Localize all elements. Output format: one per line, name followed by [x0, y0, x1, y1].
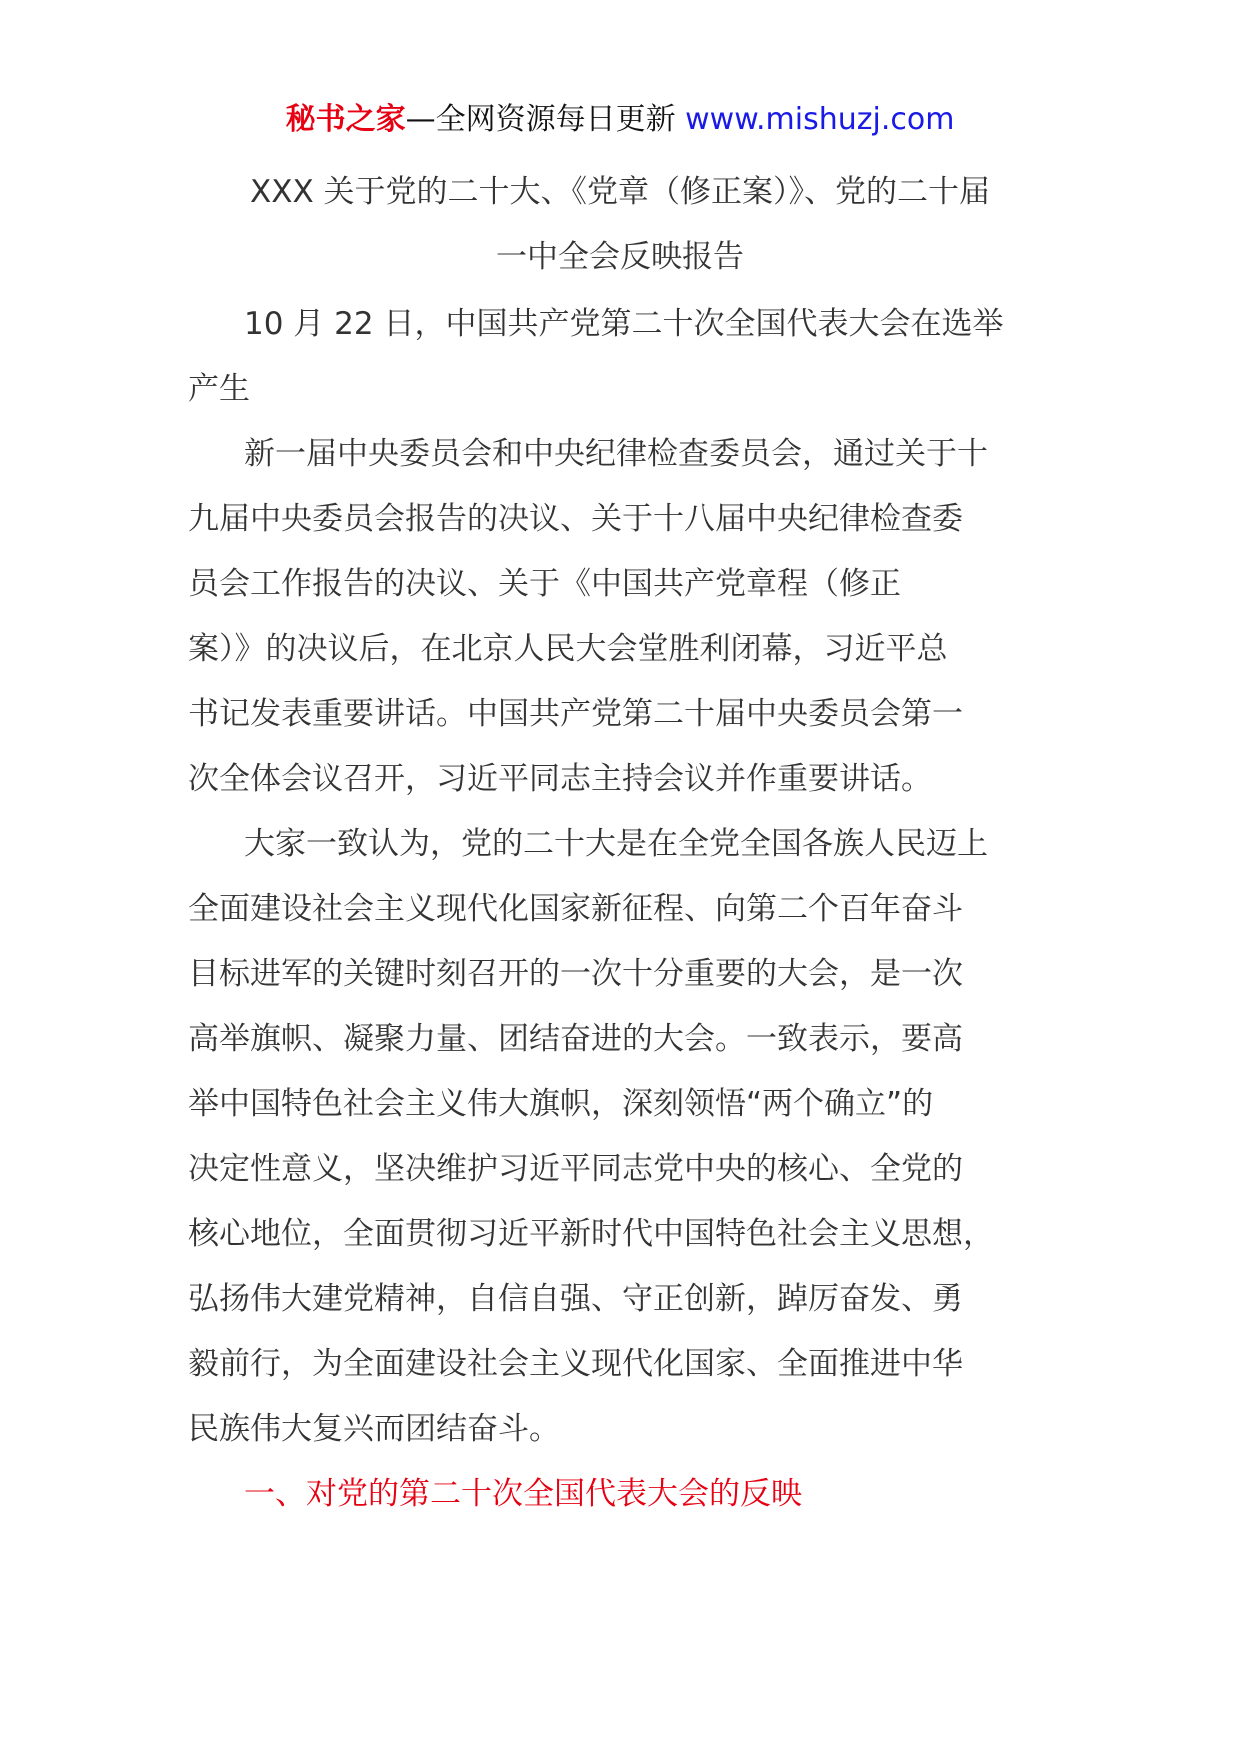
paragraph-3-line-2: 全面建设社会主义现代化国家新征程、向第二个百年奋斗	[188, 891, 963, 927]
section-heading: 一、对党的第二十次全国代表大会的反映	[244, 1476, 802, 1512]
site-url-link[interactable]: www.mishuzj.com	[685, 102, 955, 137]
paragraph-3-line-1: 大家一致认为，党的二十大是在全党全国各族人民迈上	[244, 826, 988, 862]
paragraph-3-line-9: 毅前行，为全面建设社会主义现代化国家、全面推进中华	[188, 1346, 963, 1382]
paragraph-3-line-4: 高举旗帜、凝聚力量、团结奋进的大会。一致表示，要高	[188, 1021, 963, 1057]
paragraph-2-line-1: 新一届中央委员会和中央纪律检查委员会，通过关于十	[244, 436, 988, 472]
paragraph-3-line-6: 决定性意义，坚决维护习近平同志党中央的核心、全党的	[188, 1151, 963, 1187]
document-title	[180, 160, 1060, 290]
paragraph-2-line-2: 九届中央委员会报告的决议、关于十八届中央纪律检查委	[188, 501, 963, 537]
paragraph-3-line-8: 弘扬伟大建党精神，自信自强、守正创新，踔厉奋发、勇	[188, 1281, 963, 1317]
paragraph-2-line-4: 案）》的决议后，在北京人民大会堂胜利闭幕，习近平总	[188, 631, 948, 667]
paragraph-2-line-5: 书记发表重要讲话。中国共产党第二十届中央委员会第一	[188, 696, 963, 732]
brand-name: 秘书之家	[285, 102, 406, 137]
site-header	[0, 100, 1240, 140]
paragraph-3-line-5: 举中国特色社会主义伟大旗帜，深刻领悟“两个确立”的	[188, 1086, 934, 1122]
title-line-2: 一中全会反映报告	[496, 239, 744, 275]
paragraph-3-line-3: 目标进军的关键时刻召开的一次十分重要的大会，是一次	[188, 956, 963, 992]
paragraph-3-line-7: 核心地位，全面贯彻习近平新时代中国特色社会主义思想，	[188, 1216, 994, 1252]
title-line-1: XXX 关于党的二十大、《党章（修正案）》、党的二十届	[249, 174, 991, 210]
paragraph-3-line-10: 民族伟大复兴而团结奋斗。	[188, 1411, 560, 1447]
paragraph-2-line-6: 次全体会议召开，习近平同志主持会议并作重要讲话。	[188, 761, 932, 797]
paragraph-2-line-3: 员会工作报告的决议、关于《中国共产党章程（修正	[188, 566, 901, 602]
paragraph-1-line-1: 10 月 22 日，中国共产党第二十次全国代表大会在选举	[244, 306, 1004, 342]
document-body	[188, 292, 1068, 1527]
header-slogan: —全网资源每日更新	[405, 102, 686, 137]
paragraph-1-line-2: 产生	[188, 371, 250, 407]
